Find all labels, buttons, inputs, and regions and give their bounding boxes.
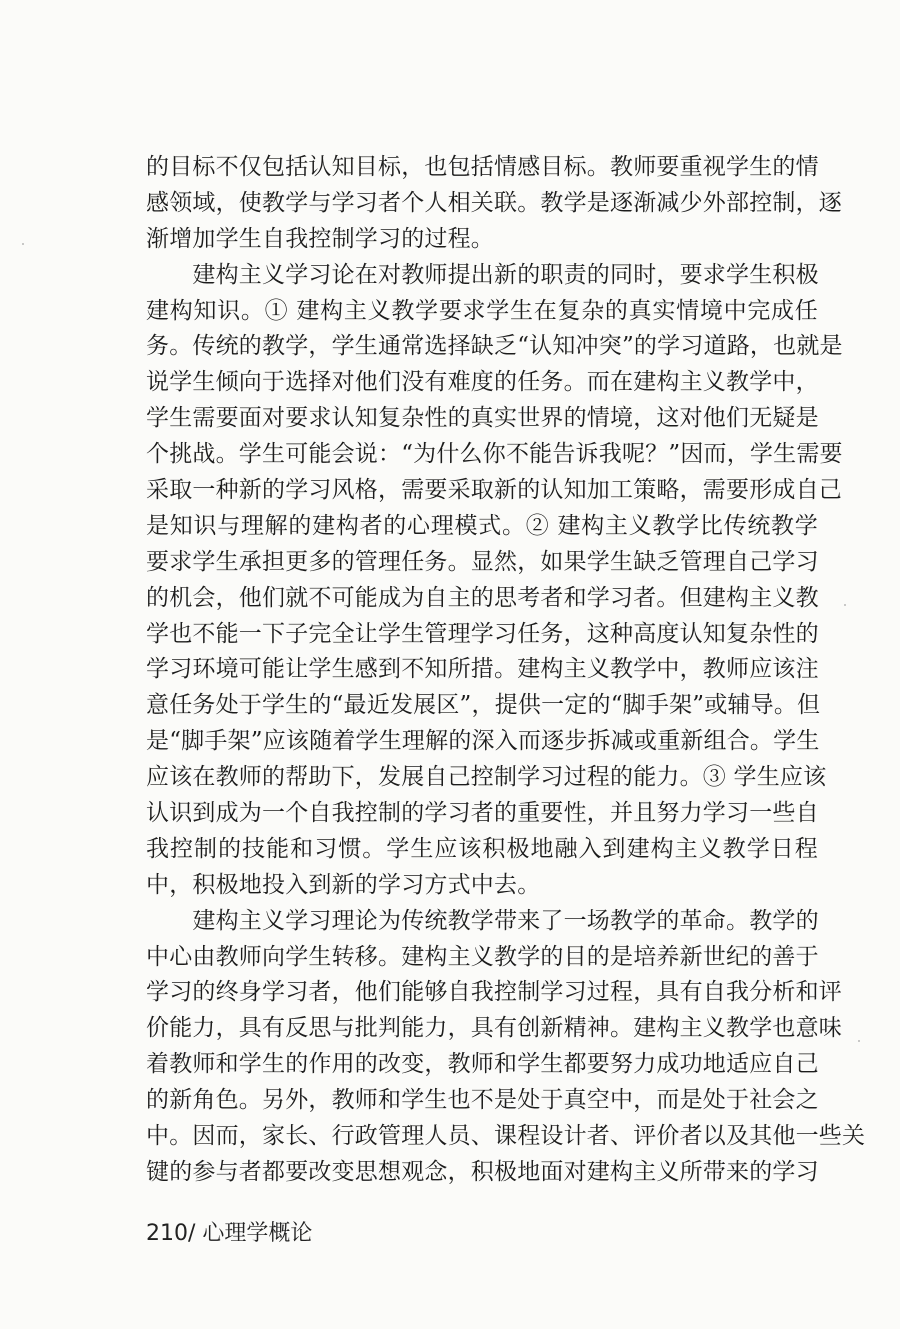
text-line-25: 价能力，具有反思与批判能力，具有创新精神。建构主义教学也意味: [146, 1015, 842, 1042]
text-line-17: 是“脚手架”应该随着学生理解的深入而逐步拆减或重新组合。学生: [146, 728, 820, 755]
text-line-16: 意任务处于学生的“最近发展区”，提供一定的“脚手架”或辅导。但: [146, 692, 821, 719]
text-line-14: 学也不能一下子完全让学生管理学习任务，这种高度认知复杂性的: [146, 620, 819, 647]
text-line-5: 建构知识。① 建构主义教学要求学生在复杂的真实情境中完成任: [146, 297, 818, 324]
text-line-28: 中。因而，家长、行政管理人员、课程设计者、评价者以及其他一些关: [146, 1123, 866, 1150]
text-line-1: 的目标不仅包括认知目标，也包括情感目标。教师要重视学生的情: [146, 154, 819, 180]
scan-speck: [844, 604, 846, 606]
text-line-2: 感领域，使教学与学习者个人相关联。教学是逐渐减少外部控制，逐: [146, 189, 842, 216]
text-line-9: 个挑战。学生可能会说：“为什么你不能告诉我呢？”因而，学生需要: [146, 441, 843, 468]
text-line-4: 建构主义学习论在对教师提出新的职责的同时，要求学生积极: [146, 261, 819, 288]
text-line-6: 务。传统的教学，学生通常选择缺乏“认知冲突”的学习道路，也就是: [146, 333, 843, 360]
text-line-8: 学生需要面对要求认知复杂性的真实世界的情境，这对他们无疑是: [146, 405, 819, 432]
text-line-29: 键的参与者都要改变思想观念，积极地面对建构主义所带来的学习: [146, 1158, 819, 1185]
text-line-24: 学习的终身学习者，他们能够自我控制学习过程，具有自我分析和评: [146, 979, 842, 1006]
text-line-13: 的机会，他们就不可能成为自主的思考者和学习者。但建构主义教: [146, 584, 819, 611]
text-line-18: 应该在教师的帮助下，发展自己控制学习过程的能力。③ 学生应该: [146, 764, 827, 791]
text-line-21: 中，积极地投入到新的学习方式中去。: [146, 871, 541, 898]
text-line-23: 中心由教师向学生转移。建构主义教学的目的是培养新世纪的善于: [146, 943, 819, 970]
text-line-27: 的新角色。另外，教师和学生也不是处于真空中，而是处于社会之: [146, 1087, 819, 1114]
text-line-3: 渐增加学生自我控制学习的过程。: [146, 225, 494, 252]
text-line-10: 采取一种新的学习风格，需要采取新的认知加工策略，需要形成自己: [146, 477, 842, 504]
scan-speck: [858, 1040, 860, 1042]
text-line-12: 要求学生承担更多的管理任务。显然，如果学生缺乏管理自己学习: [146, 548, 819, 575]
text-line-7: 说学生倾向于选择对他们没有难度的任务。而在建构主义教学中，: [146, 369, 819, 396]
text-line-11: 是知识与理解的建构者的心理模式。② 建构主义教学比传统教学: [146, 512, 818, 539]
body-text: [146, 150, 866, 1191]
text-line-19: 认识到成为一个自我控制的学习者的重要性，并且努力学习一些自: [146, 800, 819, 827]
text-line-26: 着教师和学生的作用的改变，教师和学生都要努力成功地适应自己: [146, 1051, 819, 1078]
text-line-20: 我控制的技能和习惯。学生应该积极地融入到建构主义教学日程: [146, 835, 818, 862]
scan-speck: [22, 243, 24, 245]
book-title: 心理学概论: [202, 1221, 313, 1246]
text-line-22: 建构主义学习理论为传统教学带来了一场教学的革命。教学的: [146, 907, 819, 934]
text-line-15: 学习环境可能让学生感到不知所措。建构主义教学中，教师应该注: [146, 656, 819, 683]
page-number: 210/: [146, 1221, 196, 1246]
page-footer: [146, 1217, 312, 1251]
